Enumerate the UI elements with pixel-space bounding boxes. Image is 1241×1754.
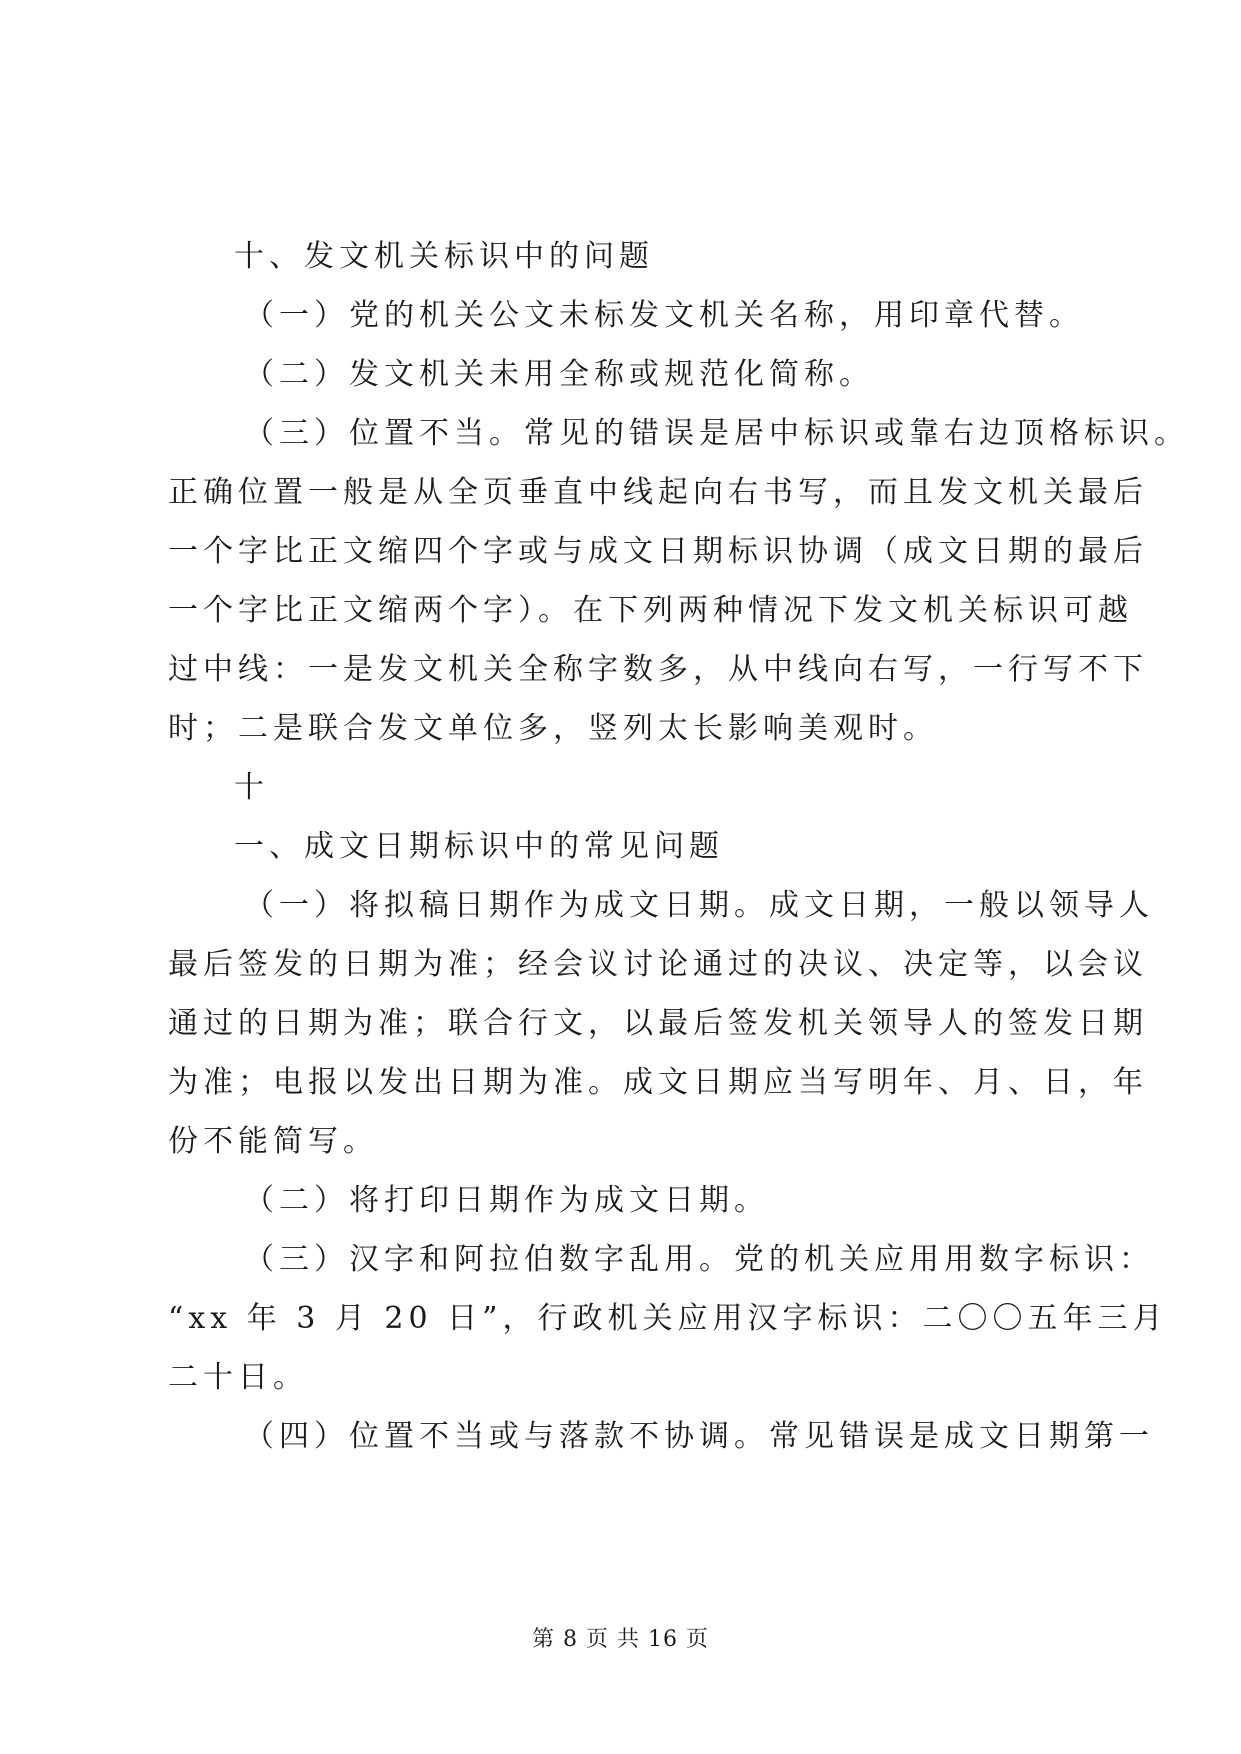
document-body bbox=[168, 227, 1189, 1466]
paragraph-line: （二）发文机关未用全称或规范化简称。 bbox=[244, 357, 874, 392]
paragraph-line: 一个字比正文缩两个字）。在下列两种情况下发文机关标识可越 bbox=[168, 593, 1133, 628]
paragraph-line: 通过的日期为准；联合行文，以最后签发机关领导人的签发日期 bbox=[168, 1006, 1148, 1041]
paragraph-line: 为准；电报以发出日期为准。成文日期应当写明年、月、日，年 bbox=[168, 1065, 1148, 1100]
paragraph-line: （一）将拟稿日期作为成文日期。成文日期，一般以领导人 bbox=[244, 888, 1154, 923]
paragraph-line: 时；二是联合发文单位多，竖列太长影响美观时。 bbox=[168, 711, 938, 746]
paragraph-line: “xx 年 3 月 20 日”，行政机关应用汉字标识：二〇〇五年三月 bbox=[168, 1301, 1168, 1336]
paragraph-line: 过中线：一是发文机关全称字数多，从中线向右写，一行写不下 bbox=[168, 652, 1148, 687]
paragraph-line: 一个字比正文缩四个字或与成文日期标识协调（成文日期的最后 bbox=[168, 534, 1148, 569]
paragraph-line: 份不能简写。 bbox=[168, 1124, 378, 1159]
paragraph-line: （一）党的机关公文未标发文机关名称，用印章代替。 bbox=[244, 298, 1084, 333]
section-heading-11: 一、成文日期标识中的常见问题 bbox=[234, 829, 724, 864]
page-number-footer: 第 8 页 共 16 页 bbox=[532, 1627, 709, 1652]
paragraph-line: （三）位置不当。常见的错误是居中标识或靠右边顶格标识。 bbox=[244, 416, 1189, 451]
paragraph-line: 正确位置一般是从全页垂直中线起向右书写，而且发文机关最后 bbox=[168, 475, 1148, 510]
paragraph-line: （二）将打印日期作为成文日期。 bbox=[244, 1183, 769, 1218]
section-heading-10: 十、发文机关标识中的问题 bbox=[234, 239, 654, 274]
paragraph-line: （三）汉字和阿拉伯数字乱用。党的机关应用用数字标识： bbox=[244, 1242, 1154, 1277]
paragraph-line: 最后签发的日期为准；经会议讨论通过的决议、决定等，以会议 bbox=[168, 947, 1148, 982]
paragraph-line: （四）位置不当或与落款不协调。常见错误是成文日期第一 bbox=[244, 1419, 1154, 1454]
paragraph-line: 二十日。 bbox=[168, 1360, 308, 1395]
section-number: 十 bbox=[234, 770, 269, 805]
